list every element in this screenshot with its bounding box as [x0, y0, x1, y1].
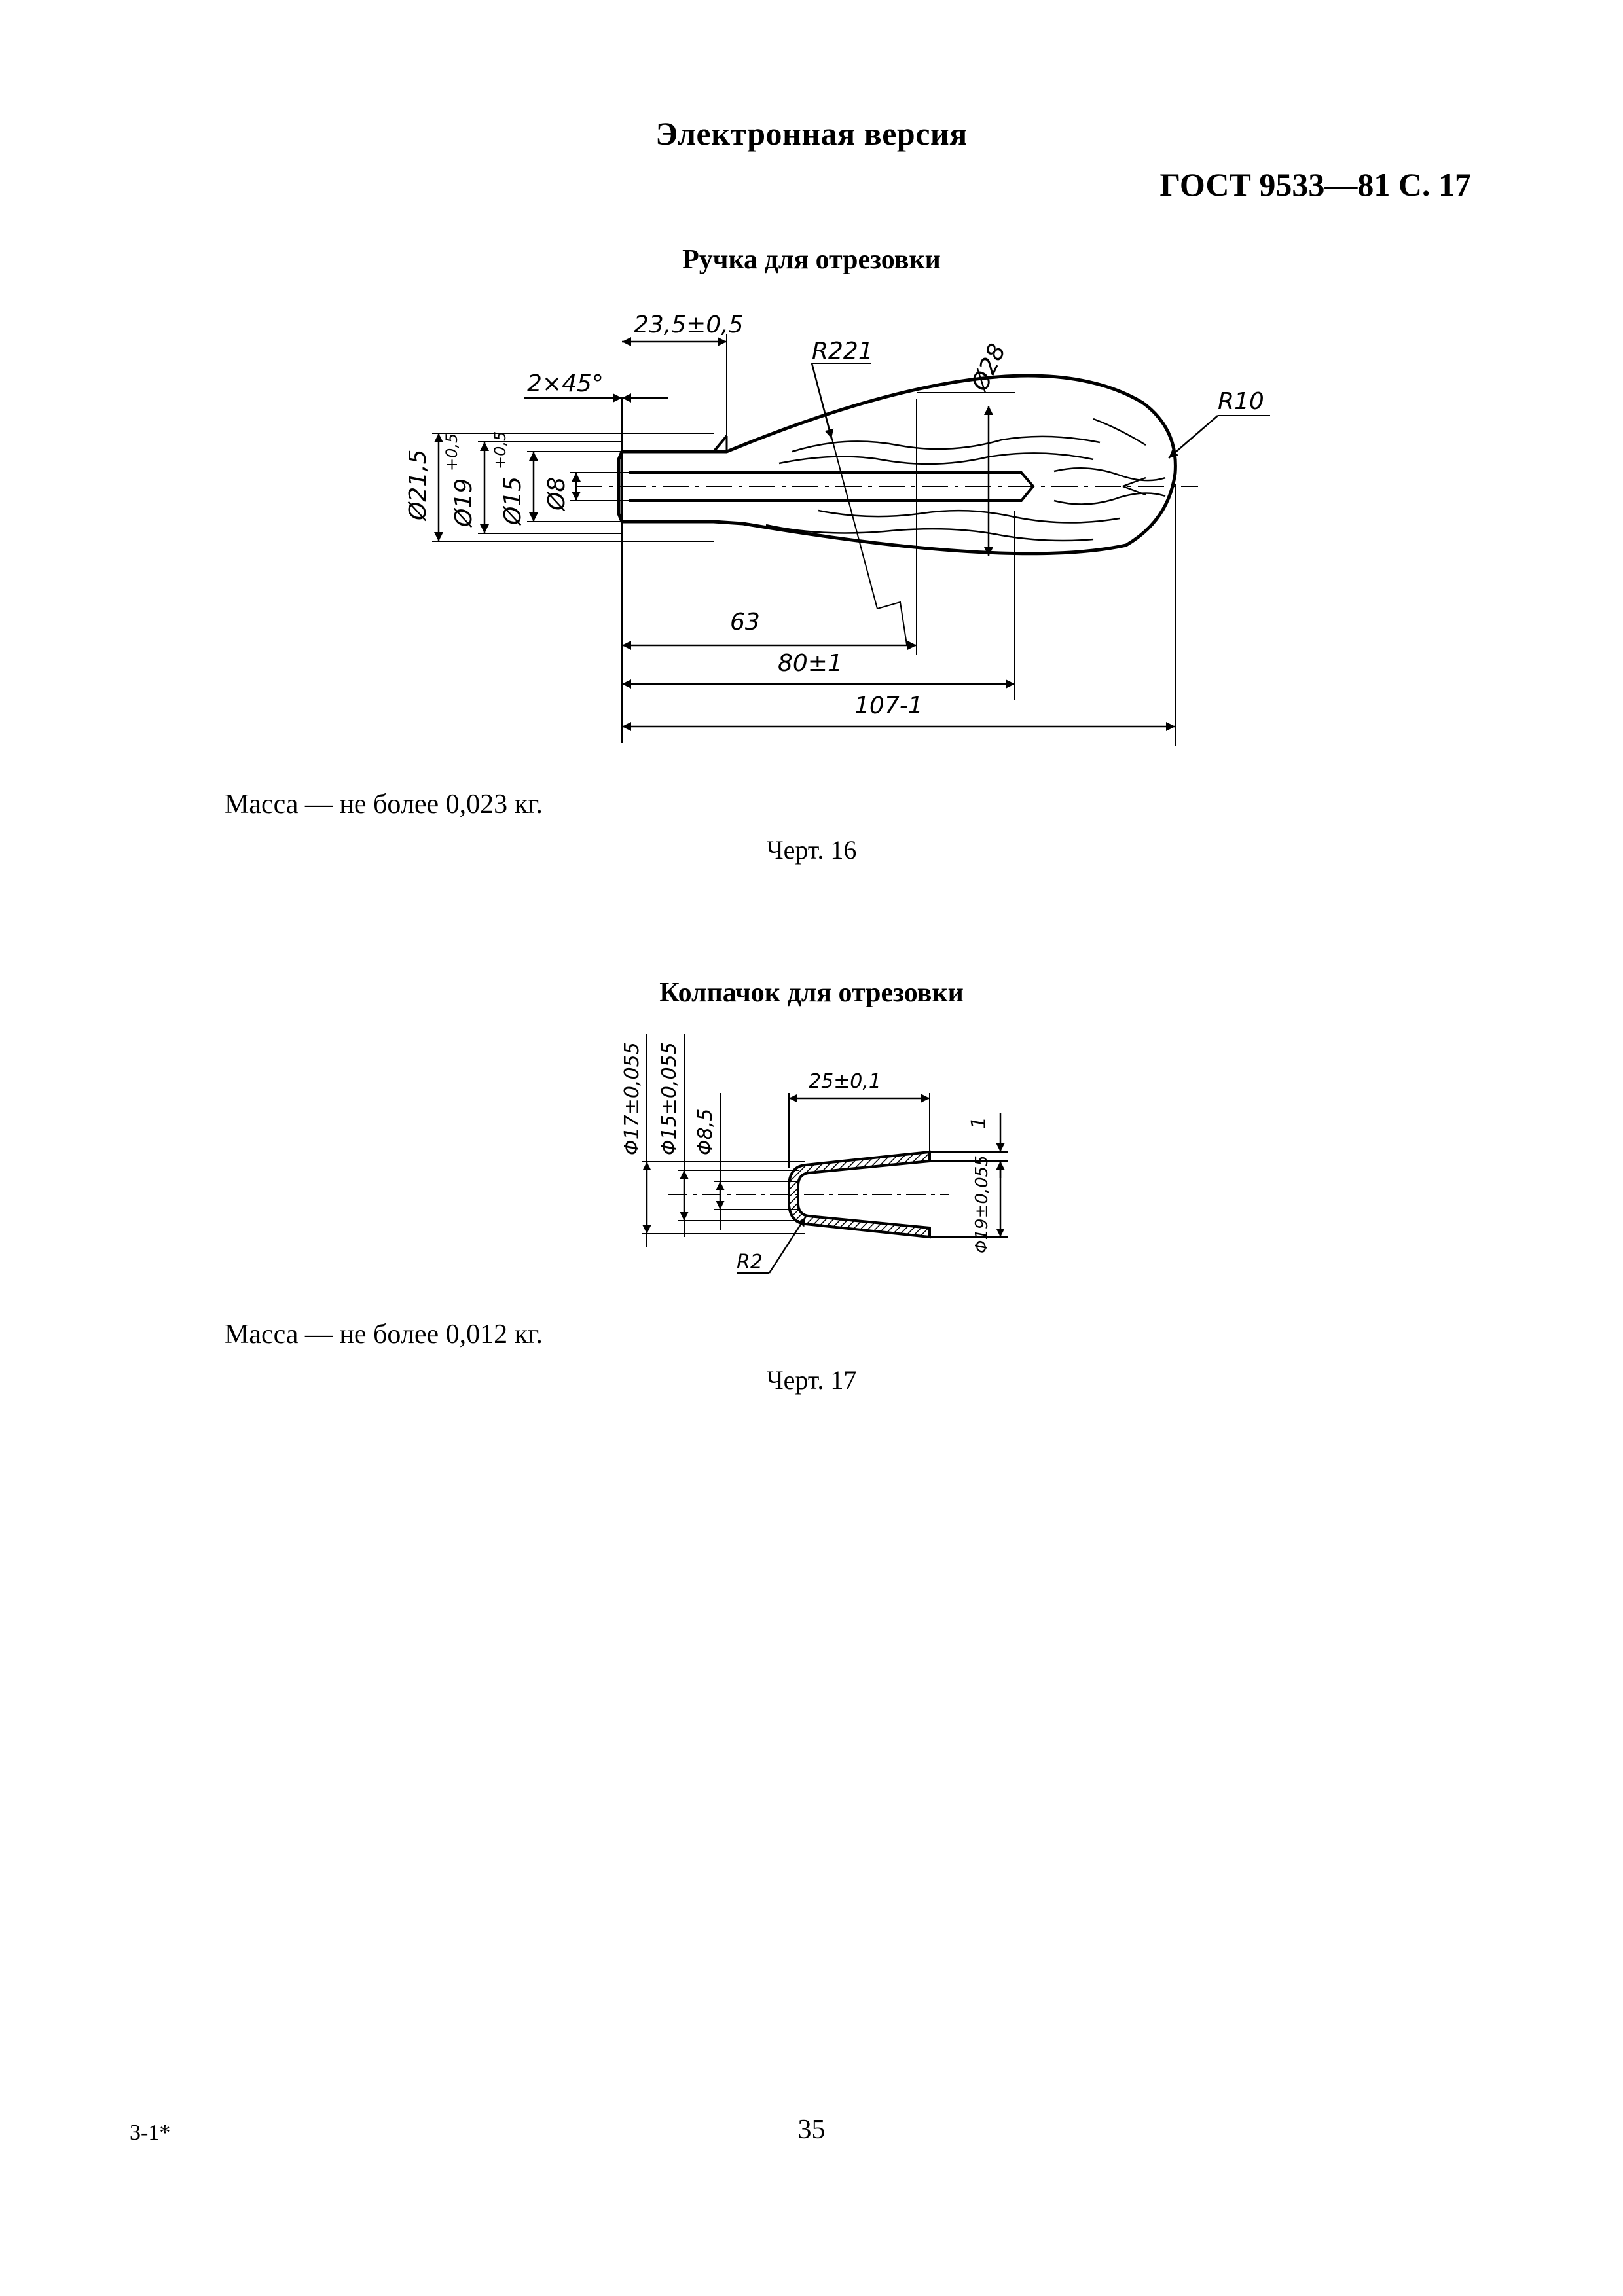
figure-17-mass: Масса — не более 0,012 кг. [225, 1319, 543, 1350]
electronic-version-header: Электронная версия [655, 115, 968, 152]
dim-radius-10: R10 [1218, 388, 1264, 415]
figure-16-drawing [360, 288, 1342, 759]
figure-17-label: Черт. 17 [766, 1365, 857, 1395]
dim-length-80: 80±1 [778, 650, 843, 677]
dim-cap-thickness: 1 [968, 1116, 991, 1129]
dim-diameter-19: Ø19 [450, 478, 477, 527]
dim-length-23-5: 23,5±0,5 [634, 312, 744, 338]
dim-diameter-15-tol: +0,5 [491, 431, 509, 469]
dim-chamfer: 2×45° [527, 370, 604, 397]
dim-cap-diameter-17: Φ17±0,055 [621, 1042, 644, 1155]
dim-length-107: 107-1 [854, 692, 923, 719]
dim-diameter-19-tol: +0,5 [443, 433, 461, 471]
dim-length-63: 63 [730, 609, 760, 636]
dim-cap-diameter-15: Φ15±0,055 [658, 1042, 681, 1155]
figure-16-caption: Ручка для отрезовки [682, 245, 941, 275]
dim-cap-diameter-8-5: Φ8,5 [694, 1108, 717, 1155]
standard-page-reference: ГОСТ 9533—81 С. 17 [1159, 166, 1471, 203]
figure-16-mass: Масса — не более 0,023 кг. [225, 789, 543, 819]
dim-diameter-15: Ø15 [500, 476, 526, 525]
figure-17-caption: Колпачок для отрезовки [659, 978, 964, 1008]
page-number: 35 [797, 2115, 826, 2145]
dim-diameter-8: Ø8 [543, 476, 570, 511]
dim-diameter-21-5: Ø21,5 [405, 449, 431, 520]
dim-diameter-28: Ø28 [966, 340, 1012, 395]
dim-cap-diameter-19: Φ19±0,055 [972, 1155, 992, 1253]
dim-radius-221: R221 [812, 338, 873, 365]
handle-outline [619, 376, 1175, 554]
dim-cap-length-25: 25±0,1 [809, 1070, 882, 1093]
figure-16-label: Черт. 16 [766, 835, 857, 865]
dim-cap-radius-2: R2 [737, 1251, 763, 1274]
wood-texture [766, 419, 1165, 541]
footer-sheet-mark: 3-1* [130, 2121, 171, 2145]
figure-17-drawing [609, 1021, 1067, 1296]
